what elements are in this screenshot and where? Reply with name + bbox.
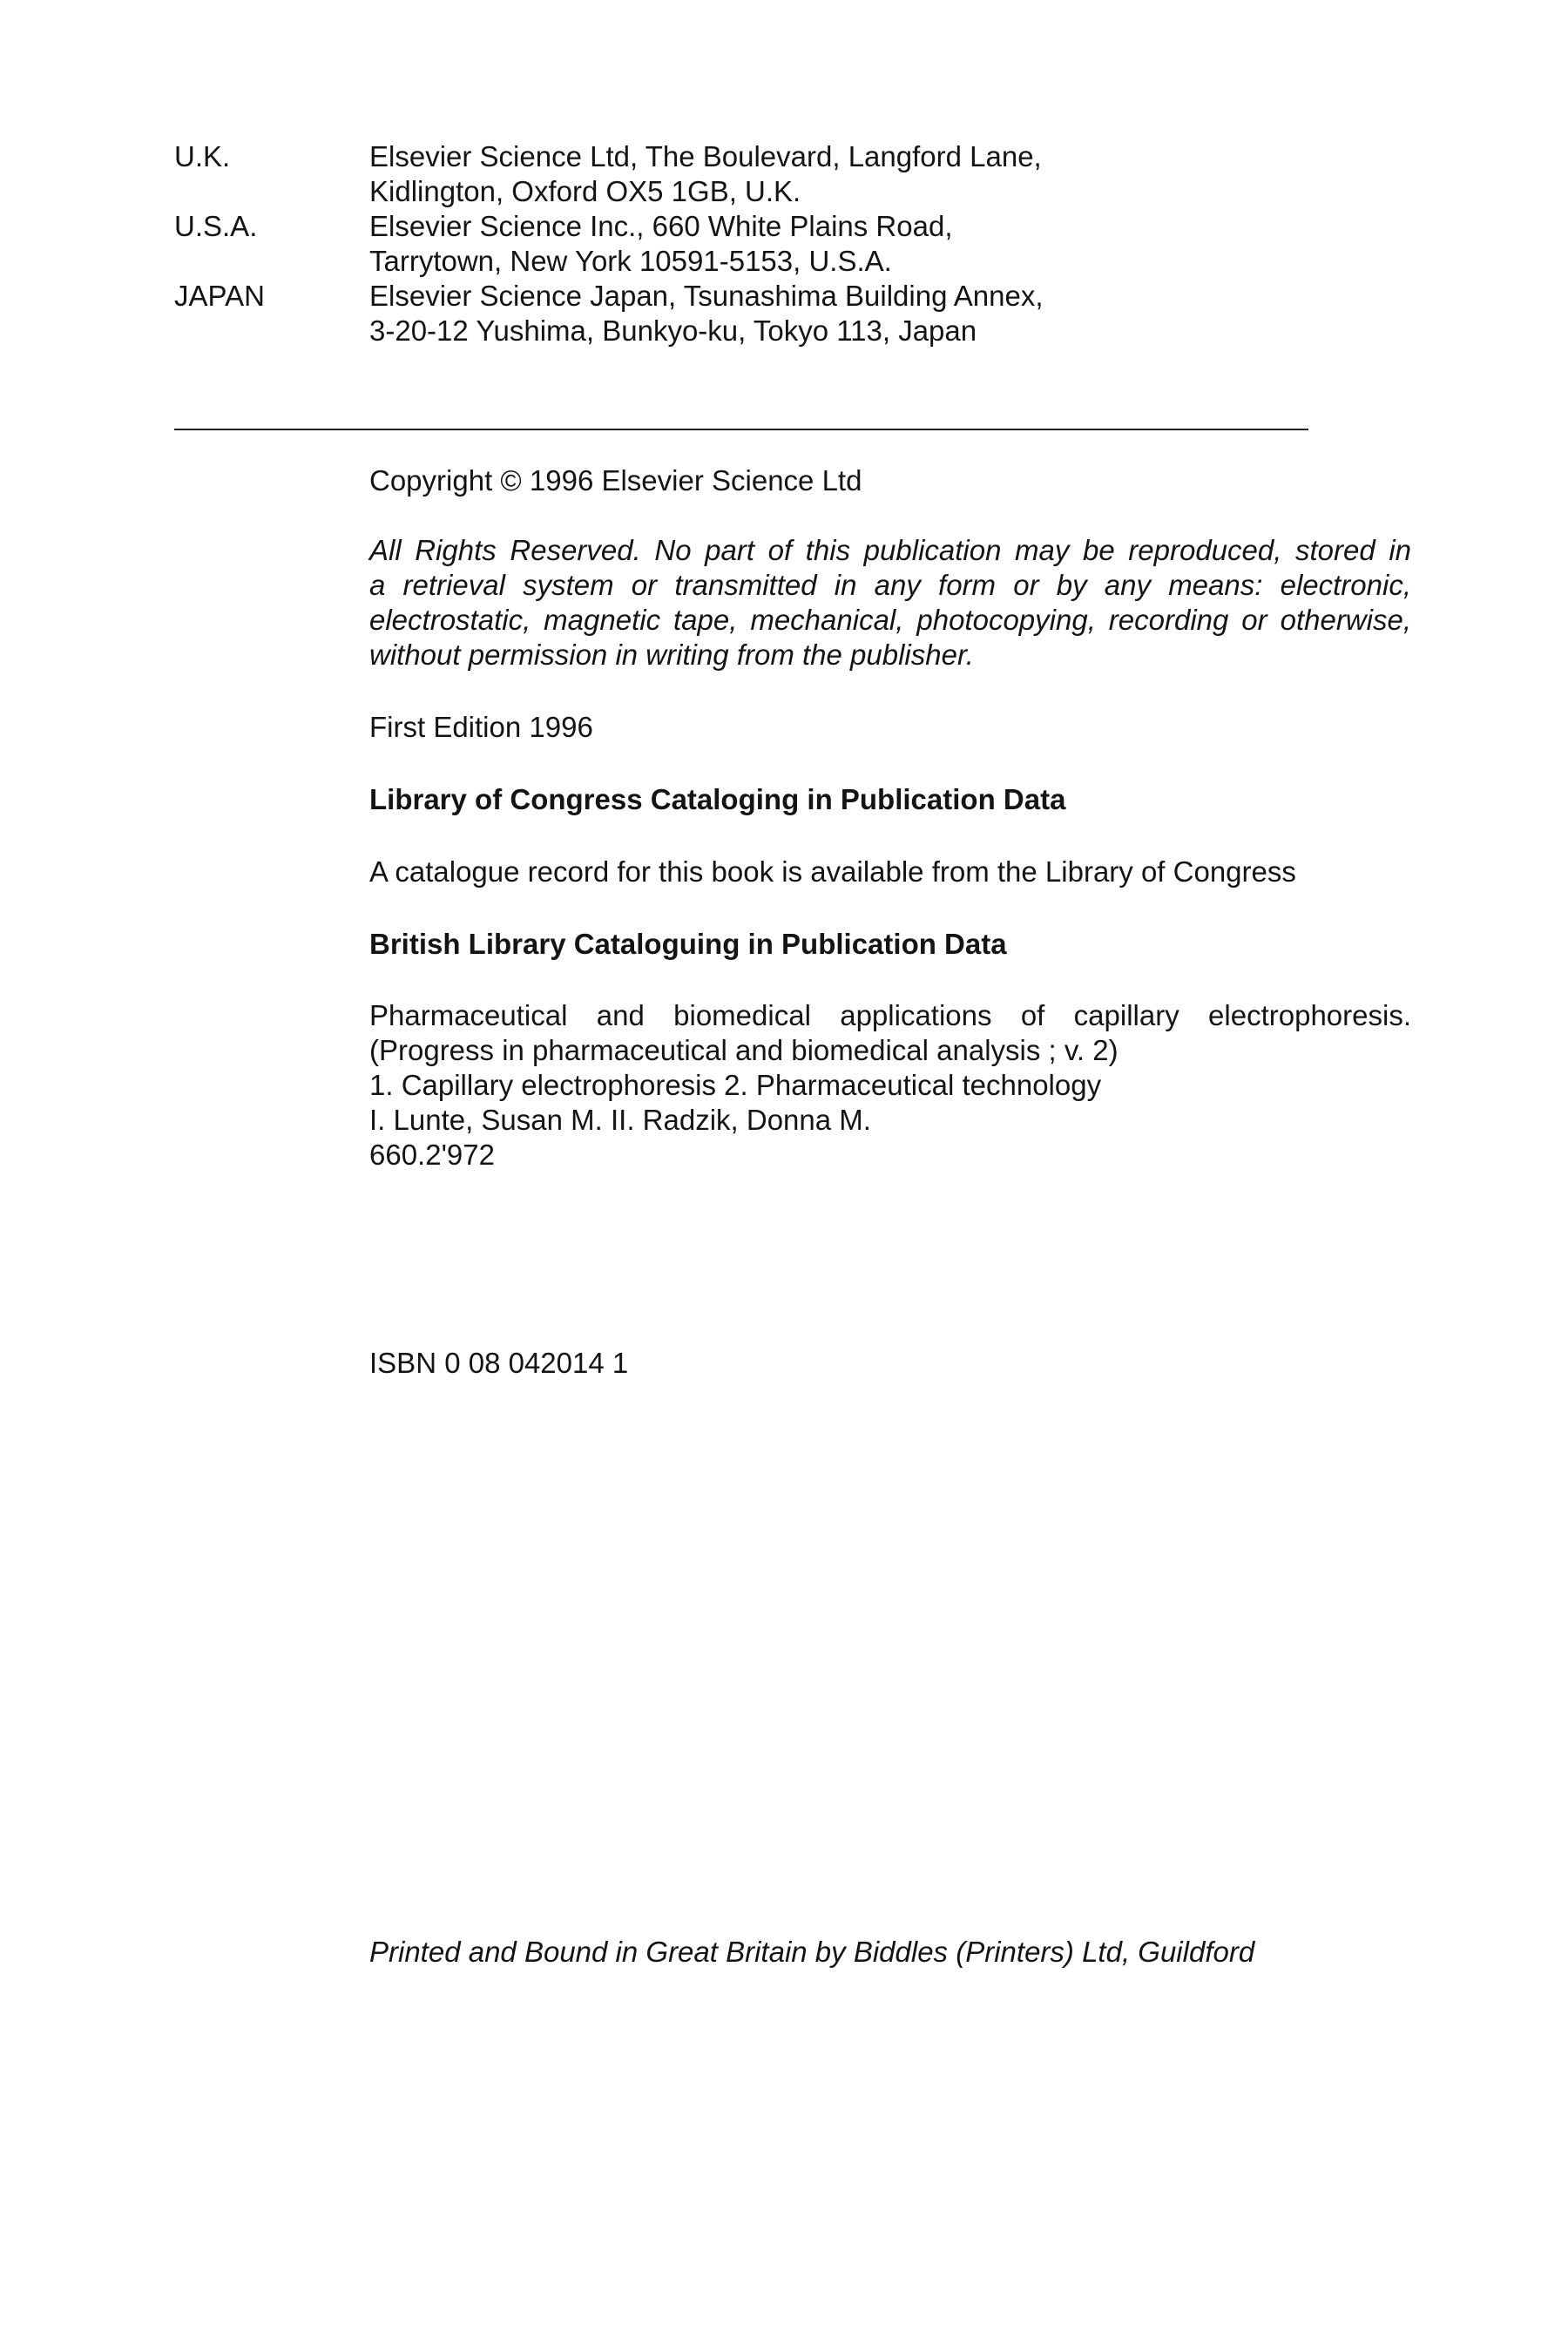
address-line: Elsevier Science Japan, Tsunashima Building Annex, [369, 280, 1044, 312]
bl-cip-line: (Progress in pharmaceutical and biomedical analysis ; v. 2) [369, 1034, 1119, 1066]
bl-cip-data [369, 998, 1411, 1173]
loc-heading: Library of Congress Cataloging in Publication Data [369, 783, 1066, 815]
bl-cip-line: 1. Capillary electrophoresis 2. Pharmaceutical technology [369, 1069, 1102, 1101]
rights-statement [369, 533, 1411, 672]
divider-rule [174, 429, 1308, 430]
edition-line: First Edition 1996 [369, 711, 593, 743]
isbn-line: ISBN 0 08 042014 1 [369, 1347, 629, 1379]
address-lines [369, 279, 1240, 348]
address-lines [369, 209, 1240, 279]
address-country: U.S.A. [174, 210, 258, 242]
printer-line: Printed and Bound in Great Britain by Biddles (Printers) Ltd, Guildford [369, 1936, 1255, 1968]
rights-line: a retrieval system or transmitted in any form or by any means: electronic, [369, 569, 1411, 601]
bl-cip-line: I. Lunte, Susan M. II. Radzik, Donna M. [369, 1104, 871, 1136]
address-line: Kidlington, Oxford OX5 1GB, U.K. [369, 175, 801, 207]
address-country: U.K. [174, 140, 231, 172]
copyright-line: Copyright © 1996 Elsevier Science Ltd [369, 464, 862, 497]
rights-line: electrostatic, magnetic tape, mechanical, photocopying, recording or otherwise, [369, 604, 1411, 636]
bl-heading: British Library Cataloguing in Publication Data [369, 928, 1007, 960]
address-lines [369, 139, 1240, 209]
address-line: Tarrytown, New York 10591-5153, U.S.A. [369, 245, 892, 277]
address-line: 3-20-12 Yushima, Bunkyo-ku, Tokyo 113, Japan [369, 314, 977, 347]
rights-line: without permission in writing from the publisher. [369, 639, 974, 671]
loc-text: A catalogue record for this book is available from the Library of Congress [369, 855, 1296, 888]
rights-line: All Rights Reserved. No part of this publication may be reproduced, stored in [369, 534, 1411, 566]
bl-cip-line: 660.2'972 [369, 1139, 495, 1171]
address-line: Elsevier Science Inc., 660 White Plains Road, [369, 210, 953, 242]
bl-cip-line: Pharmaceutical and biomedical applications of capillary electrophoresis. [369, 999, 1411, 1031]
address-line: Elsevier Science Ltd, The Boulevard, Langford Lane, [369, 140, 1042, 172]
address-country: JAPAN [174, 280, 265, 312]
